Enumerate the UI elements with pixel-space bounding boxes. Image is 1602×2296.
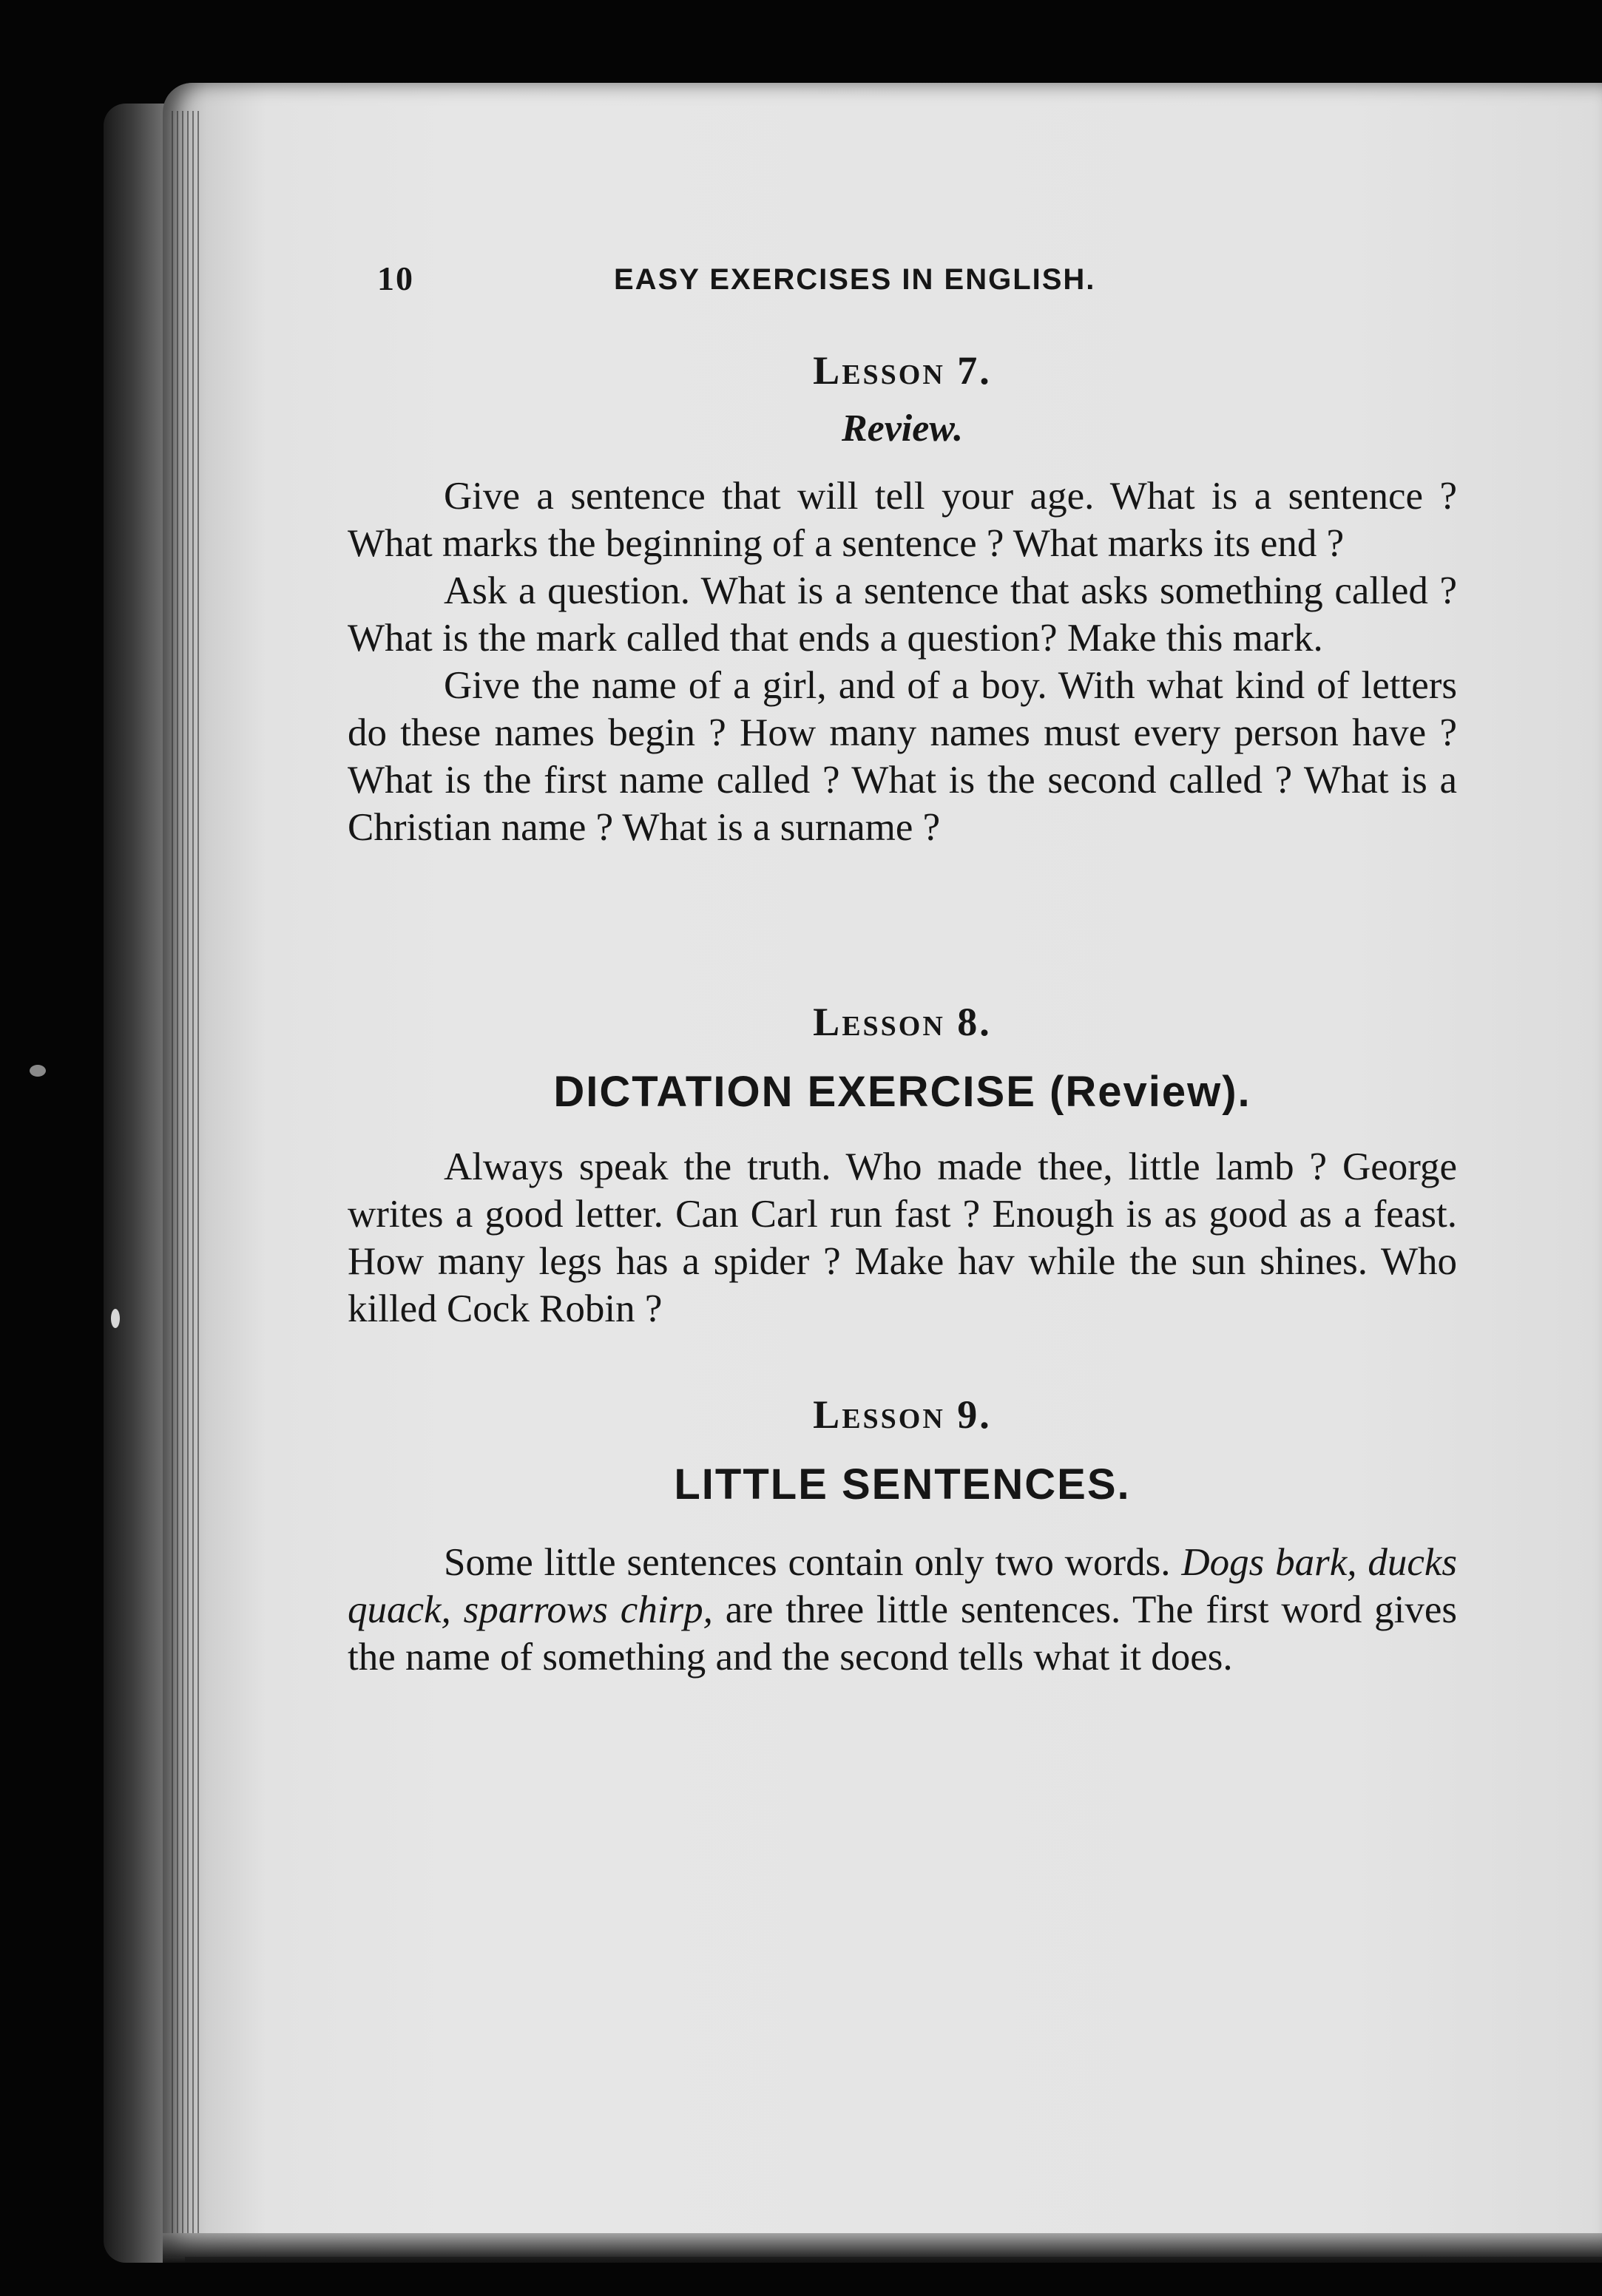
example-dogs-bark: Dogs bark, bbox=[1181, 1541, 1357, 1584]
running-title: EASY EXERCISES IN ENGLISH. bbox=[614, 263, 1096, 296]
page-content bbox=[348, 251, 1457, 1681]
lesson-8 bbox=[348, 999, 1457, 1332]
lesson-9-paragraph bbox=[348, 1539, 1457, 1681]
page-bottom-edge bbox=[163, 2233, 1602, 2263]
scan-speck bbox=[111, 1309, 120, 1328]
lesson-8-paragraph: Always speak the truth. Who made thee, little lamb ? George writes a good letter. Can Carl run fast ? Enough is as good as a feast. How many legs has a spider ? Make hav while the sun shines. Who killed Cock Robin ? bbox=[348, 1145, 1457, 1330]
lesson-9-heading: Lesson 9. bbox=[813, 1392, 992, 1437]
scan-speck bbox=[30, 1065, 46, 1077]
lesson-8-subheading: DICTATION EXERCISE (Review). bbox=[553, 1068, 1251, 1116]
lesson-9 bbox=[348, 1392, 1457, 1681]
page-number: 10 bbox=[377, 260, 414, 297]
lesson-9-rest: are three little sentences. The first word gives the name of something and the second tells what it does. bbox=[348, 1588, 1457, 1679]
lesson-8-heading: Lesson 8. bbox=[813, 1000, 992, 1044]
page-gutter bbox=[172, 111, 201, 2233]
lesson-7 bbox=[348, 348, 1457, 851]
lesson-7-heading: Lesson 7. bbox=[813, 348, 992, 393]
lesson-9-intro: Some little sentences contain only two words. bbox=[444, 1541, 1171, 1584]
example-ducks-quack: ducks quack, bbox=[348, 1541, 1457, 1631]
lesson-7-paragraph-3: Give the name of a girl, and of a boy. With what kind of letters do these names begin ? How many names must every person have ? What is the first name called ? What is the second called ? What is a Christian name ? What is a surname ? bbox=[348, 664, 1457, 849]
lesson-7-paragraph-1: Give a sentence that will tell your age. What is a sentence ? What marks the beginning of a sentence ? What marks its end ? bbox=[348, 475, 1457, 565]
lesson-7-subheading: Review. bbox=[841, 407, 964, 450]
running-head bbox=[348, 251, 1457, 296]
lesson-7-paragraph-2: Ask a question. What is a sentence that asks something called ? What is the mark called that ends a question? Make this mark. bbox=[348, 569, 1457, 660]
lesson-9-subheading: LITTLE SENTENCES. bbox=[674, 1460, 1131, 1508]
example-sparrows-chirp: sparrows chirp, bbox=[463, 1588, 713, 1631]
